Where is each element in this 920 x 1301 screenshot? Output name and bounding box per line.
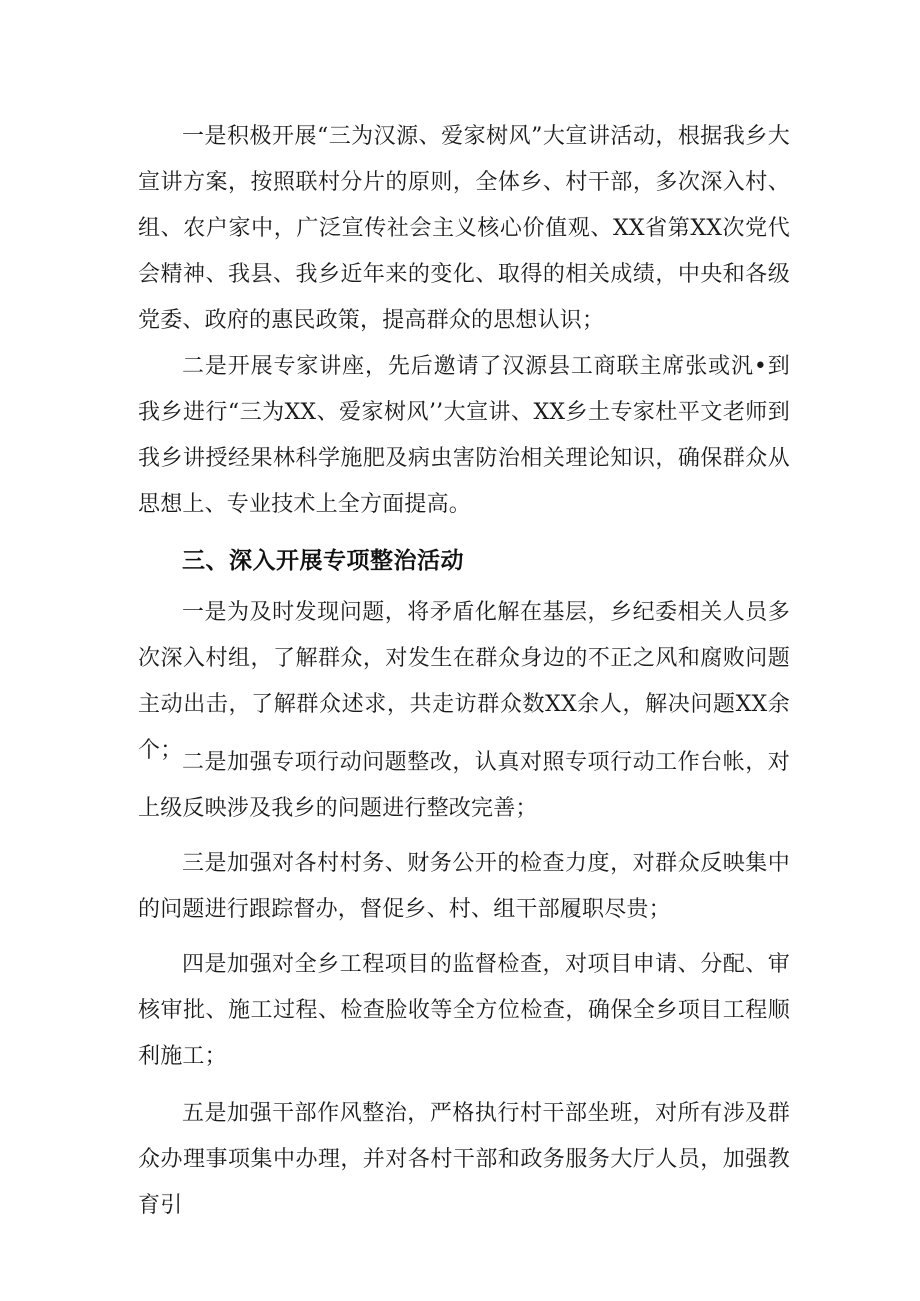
paragraph-problem-discovery: 一是为及时发现问题，将矛盾化解在基层，乡纪委相关人员多次深入村组，了解群众，对发生在群众身边的不正之风和腐败问题主动出击，了解群众述求，共走访群众数XX余人，解决问题XX余个； (138, 600, 790, 763)
paragraph-project-supervision: 四是加强对全乡工程项目的监督检查，对项目申请、分配、审核审批、施工过程、检查脸收等全方位检查，确保全乡项目工程顺利施工； (138, 952, 790, 1069)
paragraph-1-block (138, 114, 790, 344)
section-para-5-block (138, 1091, 790, 1229)
paragraph-rectification: 二是加强专项行动问题整改，认真对照专项行动工作台帐，对上级反映涉及我乡的问题进行整改完善； (138, 750, 790, 821)
paragraph-cadre-conduct: 五是加强干部作风整治，严格执行村干部坐班，对所有涉及群众办理事项集中办理，并对各村干部和政务服务大厅人员，加强教育引 (138, 1101, 790, 1218)
paragraph-village-affairs: 三是加强对各村村务、财务公开的检查力度，对群众反映集中的问题进行跟踪督办，督促乡、村、组干部履职尽贵； (138, 851, 790, 922)
section-para-2-block (138, 740, 790, 832)
section-para-3-block (138, 841, 790, 933)
section-heading-block (138, 538, 790, 584)
paragraph-outreach: 一是积极开展“三为汉源、爱家树风”大宣讲活动，根据我乡大宣讲方案，按照联村分片的原则，全体乡、村干部，多次深入村、组、农户家中，广泛宣传社会主义核心价值观、XX省第XX次党代会精神、我县、我乡近年来的变化、取得的相关成绩，中央和各级党委、政府的惠民政策，提高群众的思想认识； (138, 124, 790, 333)
section-heading: 三、深入开展专项整治活动 (182, 548, 464, 574)
paragraph-2-block (138, 344, 790, 528)
paragraph-expert-lectures: 二是开展专家讲座，先后邀请了汉源县工商联主席张或汎•到我乡进行“三为XX、爱家树风’’大宣讲、XX乡土专家杜平文老师到我乡讲授经果林科学施肥及病虫害防治相关理论知识，确保群众从思想上、专业技术上全方面提高。 (138, 354, 790, 517)
section-para-4-block (138, 942, 790, 1080)
